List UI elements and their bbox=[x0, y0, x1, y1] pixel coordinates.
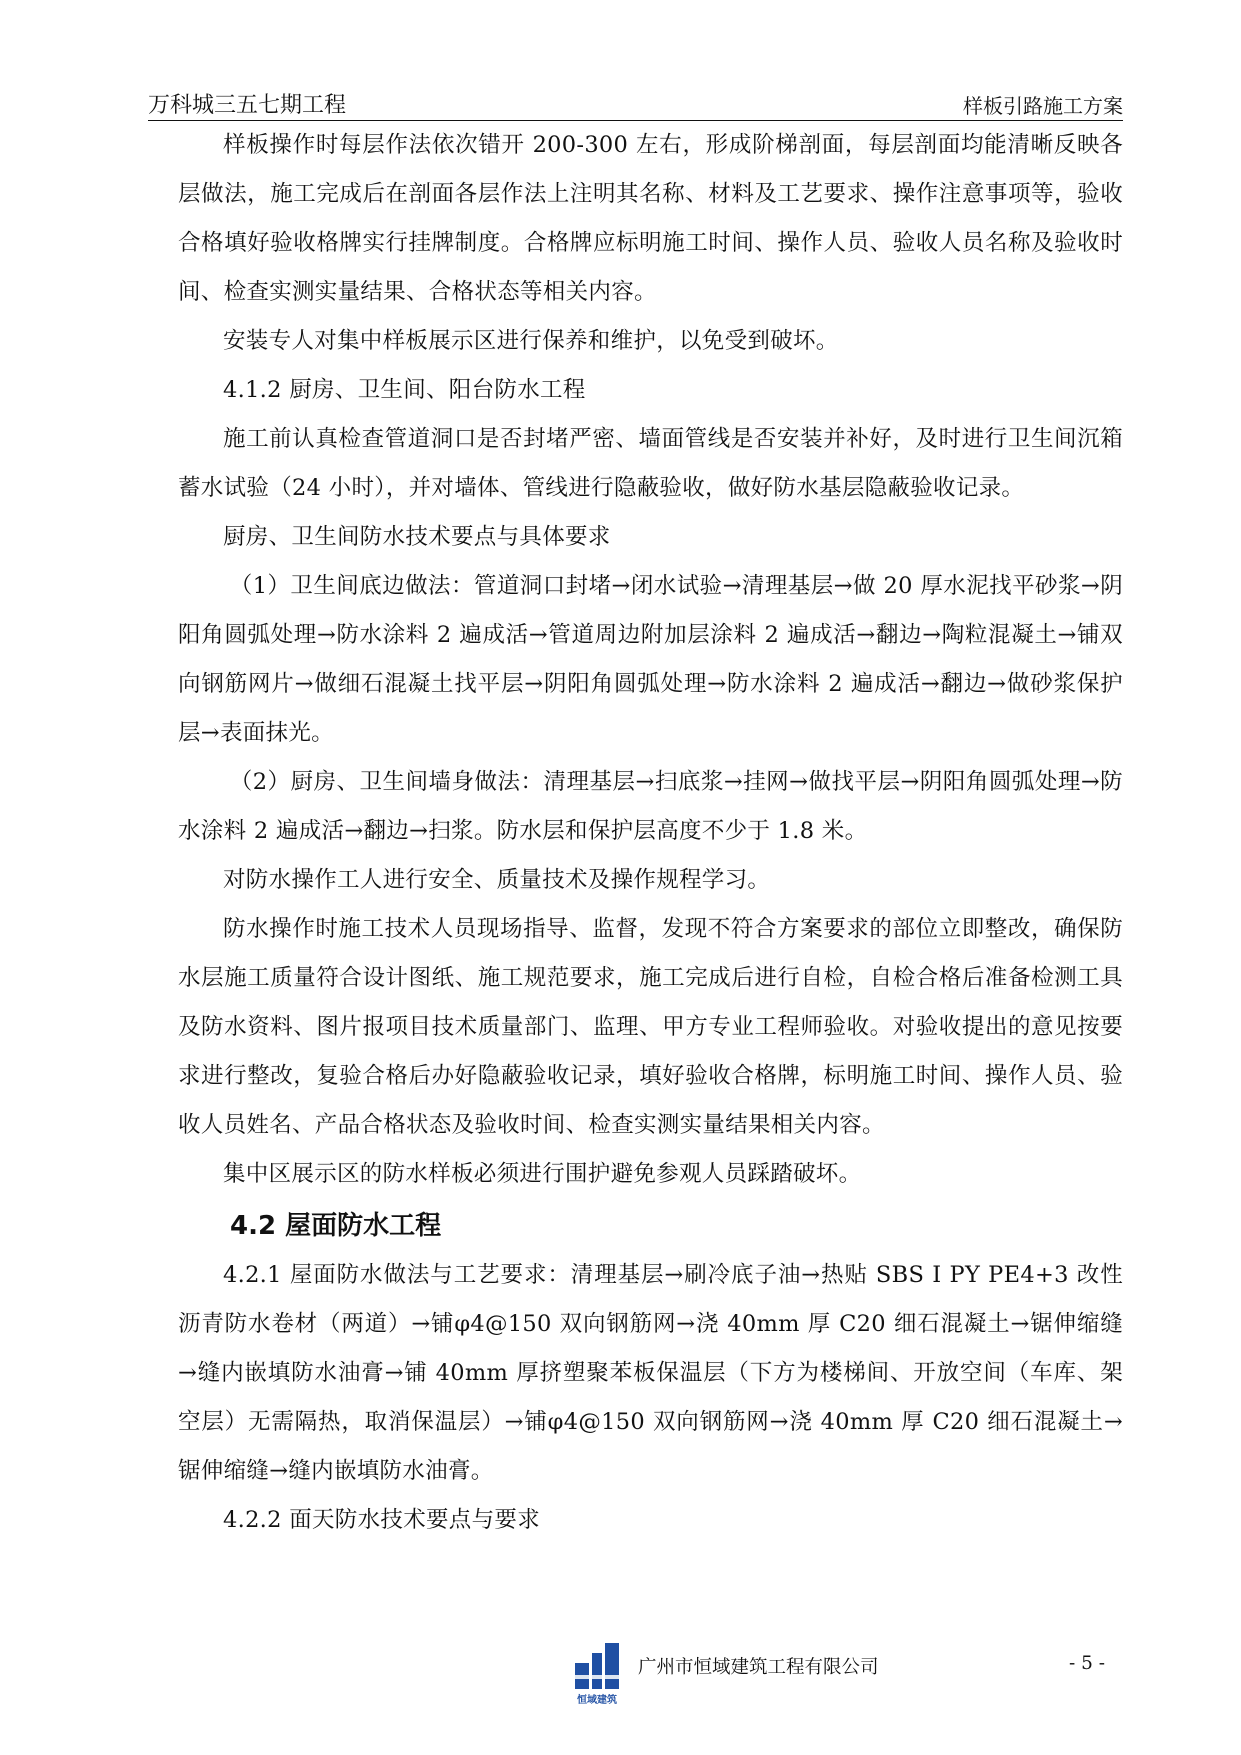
company-logo-icon bbox=[575, 1643, 625, 1707]
paragraph-maintenance: 安装专人对集中样板展示区进行保养和维护，以免受到破坏。 bbox=[223, 328, 839, 354]
document-body bbox=[178, 121, 1123, 1545]
paragraph-sample-layers: 样板操作时每层作法依次错开 200-300 左右，形成阶梯剖面，每层剖面均能清晰反映各层做法，施工完成后在剖面各层作法上注明其名称、材料及工艺要求、操作注意事项等，验收合格填好验收格牌实行挂牌制度。合格牌应标明施工时间、操作人员、验收人员名称及验收时间、检查实测实量结果、合格状态等相关内容。 bbox=[178, 132, 1123, 305]
header-project-name: 万科城三五七期工程 bbox=[148, 93, 347, 118]
subheading-4-2-2: 4.2.2 面天防水技术要点与要求 bbox=[223, 1507, 541, 1533]
paragraph-protection: 集中区展示区的防水样板必须进行围护避免参观人员踩踏破坏。 bbox=[223, 1161, 862, 1187]
page-number: - 5 - bbox=[1068, 1653, 1105, 1674]
section-title-roof-waterproofing: 4.2 屋面防水工程 bbox=[230, 1211, 442, 1241]
paragraph-supervision: 防水操作时施工技术人员现场指导、监督，发现不符合方案要求的部位立即整改，确保防水层施工质量符合设计图纸、施工规范要求，施工完成后进行自检，自检合格后准备检测工具及防水资料、图片报项目技术质量部门、监理、甲方专业工程师验收。对验收提出的意见按要求进行整改，复验合格后办好隐蔽验收记录，填好验收合格牌，标明施工时间、操作人员、验收人员姓名、产品合格状态及验收时间、检查实测实量结果相关内容。 bbox=[178, 916, 1123, 1138]
paragraph-pre-construction-check: 施工前认真检查管道洞口是否封堵严密、墙面管线是否安装并补好，及时进行卫生间沉箱蓄水试验（24 小时），并对墙体、管线进行隐蔽验收，做好防水基层隐蔽验收记录。 bbox=[178, 426, 1123, 501]
paragraph-worker-training: 对防水操作工人进行安全、质量技术及操作规程学习。 bbox=[223, 867, 771, 893]
paragraph-technical-points: 厨房、卫生间防水技术要点与具体要求 bbox=[223, 524, 611, 550]
page-footer bbox=[575, 1643, 1135, 1713]
header-document-title: 样板引路施工方案 bbox=[963, 94, 1123, 118]
paragraph-wall-method: （2）厨房、卫生间墙身做法：清理基层→扫底浆→挂网→做找平层→阴阳角圆弧处理→防水涂料 2 遍成活→翻边→扫浆。防水层和保护层高度不少于 1.8 米。 bbox=[178, 769, 1123, 844]
logo-text: 恒域建筑 bbox=[577, 1695, 617, 1706]
paragraph-roof-method: 4.2.1 屋面防水做法与工艺要求：清理基层→刷冷底子油→热贴 SBS I PY PE4+3 改性沥青防水卷材（两道）→铺φ4@150 双向钢筋网→浇 40mm 厚 C20 细石混凝土→锯伸缩缝→缝内嵌填防水油膏→铺 40mm 厚挤塑聚苯板保温层（下方为楼梯间、开放空间（车库、架空层）无需隔热，取消保温层）→铺φ4@150 双向钢筋网→浇 40mm 厚 C20 细石混凝土→锯伸缩缝→缝内嵌填防水油膏。 bbox=[178, 1262, 1123, 1484]
subheading-4-1-2: 4.1.2 厨房、卫生间、阳台防水工程 bbox=[223, 377, 586, 403]
footer-company-name: 广州市恒域建筑工程有限公司 bbox=[638, 1657, 879, 1678]
paragraph-bathroom-floor-method: （1）卫生间底边做法：管道洞口封堵→闭水试验→清理基层→做 20 厚水泥找平砂浆→阴阳角圆弧处理→防水涂料 2 遍成活→管道周边附加层涂料 2 遍成活→翻边→陶粒混凝土→铺双向钢筋网片→做细石混凝土找平层→阴阳角圆弧处理→防水涂料 2 遍成活→翻边→做砂浆保护层→表面抹光。 bbox=[178, 573, 1123, 746]
